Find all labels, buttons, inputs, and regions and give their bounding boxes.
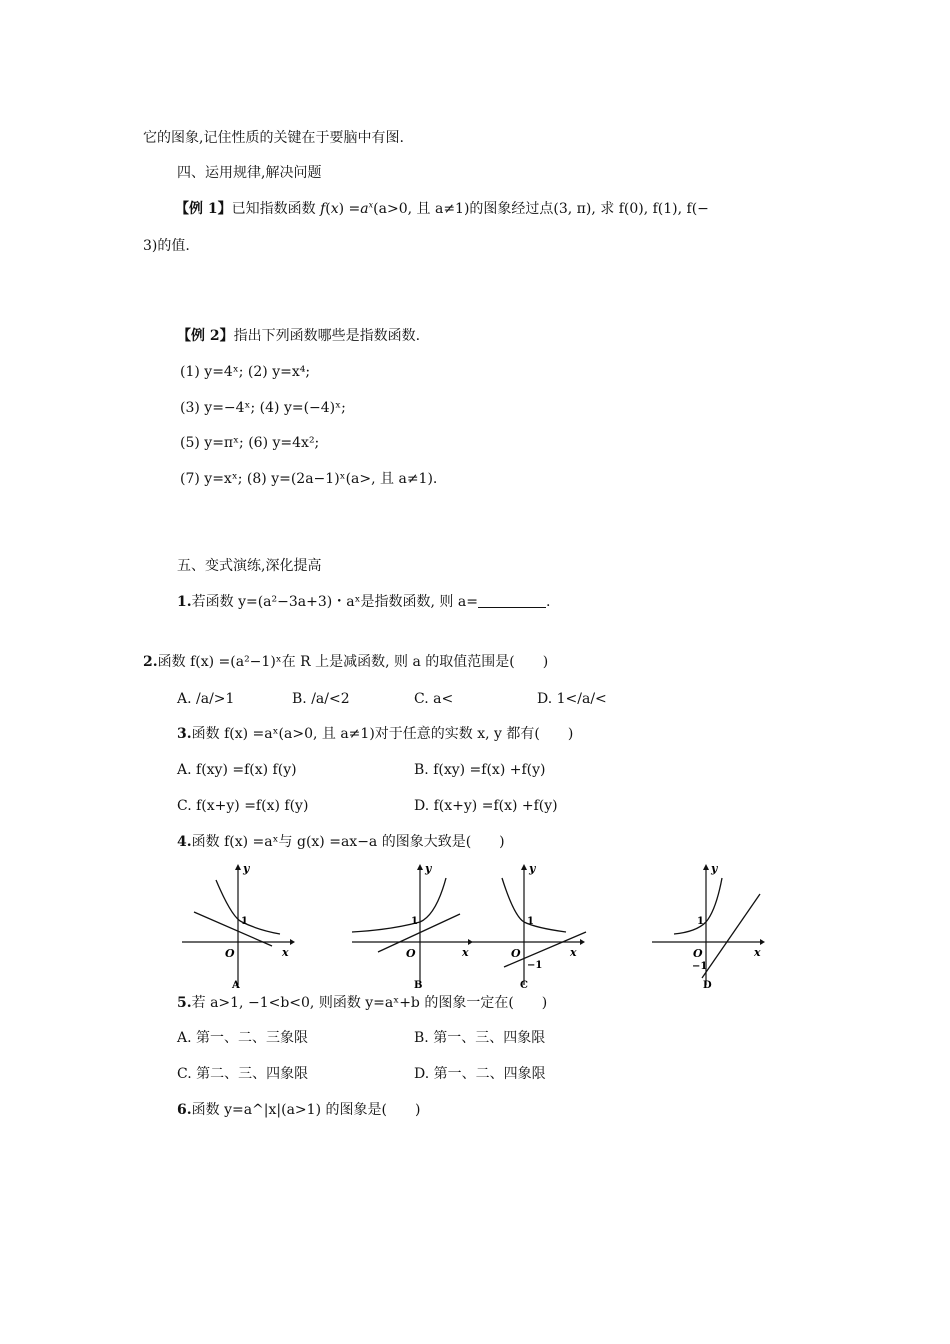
x-axis-arrow xyxy=(580,939,585,945)
origin-label: O xyxy=(225,947,235,960)
question-2-text: 函数 f(x) =(a²−1)ˣ在 R 上是减函数, 则 a 的取值范围是( ) xyxy=(157,654,549,670)
q2-option-b: B. /a/<2 xyxy=(292,691,350,707)
origin-label: O xyxy=(406,947,416,960)
question-2-number: 2. xyxy=(143,654,158,670)
question-5 xyxy=(177,993,547,1013)
question-4 xyxy=(177,832,505,852)
example2-heading xyxy=(177,326,420,346)
example1-text-a: 已知指数函数 xyxy=(231,201,321,217)
question-4-text: 函数 f(x) =aˣ与 g(x) =ax−a 的图象大致是( ) xyxy=(191,834,505,850)
tick-1: 1 xyxy=(411,916,418,927)
q3-option-d: D. f(x+y) =f(x) +f(y) xyxy=(414,798,558,814)
question-5-text: 若 a>1, −1<b<0, 则函数 y=aˣ+b 的图象一定在( ) xyxy=(191,995,548,1011)
example1-line1: 【例 1】已知指数函数 $f(x) =a^x(a>0$, 且 a≠1)的图象经过点(3, π), 求 f(0), f(1), f(− xyxy=(175,200,709,217)
question-3-number: 3. xyxy=(177,726,192,742)
example2-item-2: (3) y=−4ˣ; (4) y=(−4)ˣ; xyxy=(180,400,346,416)
tick-2: −1 xyxy=(692,961,708,972)
example2-item-3: (5) y=πˣ; (6) y=4x²; xyxy=(180,435,320,451)
example1-line2: 3)的值. xyxy=(143,238,190,254)
question-1-number: 1. xyxy=(177,594,192,610)
y-axis-arrow xyxy=(521,864,527,870)
q3-option-b: B. f(xy) =f(x) +f(y) xyxy=(414,762,546,778)
example2-item-1: (1) y=4ˣ; (2) y=x⁴; xyxy=(180,364,311,380)
graph-letter: D xyxy=(703,980,712,991)
question-3 xyxy=(177,724,573,744)
graph-d[interactable] xyxy=(650,860,770,990)
line-graph xyxy=(702,894,760,978)
graph-letter: A xyxy=(232,980,240,991)
x-label: x xyxy=(754,946,761,959)
graph-a[interactable] xyxy=(180,860,295,990)
tick-2: −1 xyxy=(527,960,543,971)
tick-1: 1 xyxy=(697,916,704,927)
example1-tag: 【例 1】 xyxy=(175,201,232,217)
question-6-number: 6. xyxy=(177,1102,192,1118)
q3-option-c: C. f(x+y) =f(x) f(y) xyxy=(177,798,309,814)
example1-text-b: (a>0, 且 a≠1)的图象经过点(3, π), 求 f(0), f(1), f(− xyxy=(373,201,709,217)
origin-label: O xyxy=(511,947,521,960)
tick-1: 1 xyxy=(527,916,534,927)
y-label: y xyxy=(425,862,432,875)
graph-letter: C xyxy=(520,980,528,991)
q2-option-d: D. 1</a/< xyxy=(537,691,607,707)
line-graph xyxy=(378,914,460,952)
question-6-text: 函数 y=a^|x|(a>1) 的图象是( ) xyxy=(191,1102,421,1118)
graph-c[interactable] xyxy=(470,860,590,990)
x-label: x xyxy=(282,946,289,959)
answer-blank[interactable] xyxy=(478,593,546,608)
q5-option-d: D. 第一、二、四象限 xyxy=(414,1066,546,1082)
q3-option-a: A. f(xy) =f(x) f(y) xyxy=(177,762,297,778)
y-label: y xyxy=(243,862,250,875)
question-1-end: . xyxy=(545,594,551,610)
question-1-text: 若函数 y=(a²−3a+3)・aˣ是指数函数, 则 a= xyxy=(191,594,478,610)
q5-option-a: A. 第一、二、三象限 xyxy=(177,1030,309,1046)
tick-1: 1 xyxy=(241,916,248,927)
question-1 xyxy=(177,592,550,612)
y-axis-arrow xyxy=(703,864,709,870)
y-axis-arrow xyxy=(235,864,241,870)
example2-text: 指出下列函数哪些是指数函数. xyxy=(233,328,421,344)
q2-option-a: A. /a/>1 xyxy=(177,691,235,707)
section4-title: 四、运用规律,解决问题 xyxy=(177,165,322,181)
example2-tag: 【例 2】 xyxy=(177,328,234,344)
section5-title: 五、变式演练,深化提高 xyxy=(177,558,322,574)
example2-item-4: (7) y=xˣ; (8) y=(2a−1)ˣ(a>, 且 a≠1). xyxy=(180,471,438,487)
graph-letter: B xyxy=(414,980,423,991)
q5-option-b: B. 第一、三、四象限 xyxy=(414,1030,546,1046)
question-2 xyxy=(143,652,548,672)
y-axis-arrow xyxy=(417,864,423,870)
question-3-text: 函数 f(x) =aˣ(a>0, 且 a≠1)对于任意的实数 x, y 都有( ) xyxy=(191,726,574,742)
q5-option-c: C. 第二、三、四象限 xyxy=(177,1066,309,1082)
x-label: x xyxy=(462,946,469,959)
origin-label: O xyxy=(693,947,703,960)
x-axis-arrow xyxy=(290,939,295,945)
x-axis-arrow xyxy=(760,939,765,945)
question-5-number: 5. xyxy=(177,995,192,1011)
x-label: x xyxy=(570,946,577,959)
question-6 xyxy=(177,1100,420,1120)
graph-b[interactable] xyxy=(350,860,475,990)
exp-curve xyxy=(352,878,446,932)
y-label: y xyxy=(711,862,718,875)
q2-option-c: C. a< xyxy=(414,691,454,707)
question-4-number: 4. xyxy=(177,834,192,850)
exp-curve xyxy=(502,878,566,932)
y-label: y xyxy=(529,862,536,875)
intro-line: 它的图象,记住性质的关键在于要脑中有图. xyxy=(143,130,404,146)
